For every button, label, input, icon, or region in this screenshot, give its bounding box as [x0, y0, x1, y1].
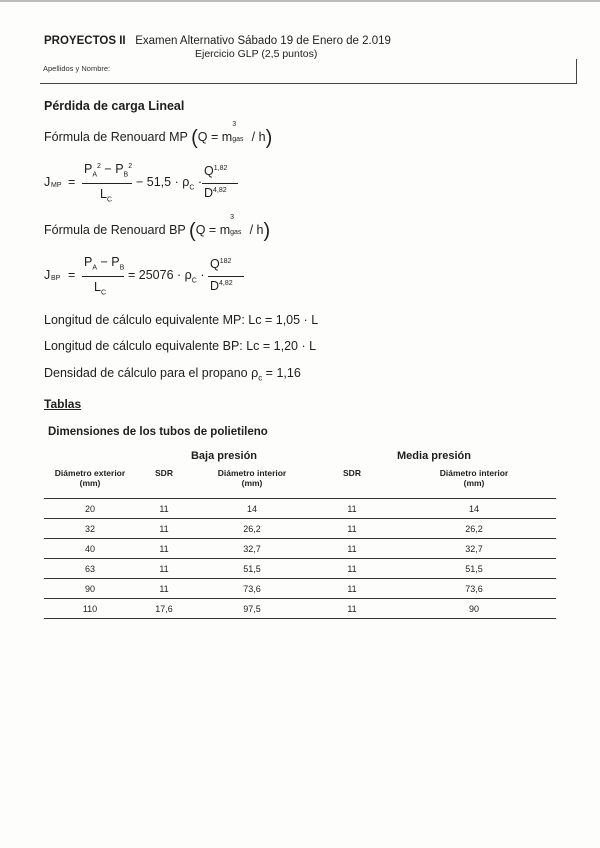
- scan-edge: [0, 0, 600, 2]
- exam-header: [44, 35, 391, 47]
- table-row: [44, 539, 556, 559]
- table-cell: 51,5: [192, 559, 312, 579]
- formula-bp: J BP = $P_A - P_B$ $L_C$ = $25076 \cdot \rho_C$ · $Q^{182}$ D$^{4,82}$: [44, 253, 304, 301]
- table-cell: 63: [44, 559, 136, 579]
- table-cell: 11: [312, 519, 392, 539]
- formula-bp-caption: Fórmula de Renouard BP (Q = m 3 gas / h): [44, 214, 271, 242]
- tablas-heading: Tablas: [44, 397, 82, 411]
- length-bp: Longitud de cálculo equivalente BP: Lc = 1,20 · L: [44, 339, 317, 353]
- table-cell: 14: [192, 499, 312, 519]
- table-cell: 17,6: [136, 599, 192, 619]
- col-inner-diameter-mid: Diámetro interior (mm): [439, 468, 509, 488]
- col-outer-diameter: Diámetro exterior (mm): [54, 468, 126, 488]
- fraction-line: [82, 276, 124, 277]
- name-field[interactable]: [40, 59, 577, 84]
- table-row: [44, 579, 556, 599]
- table-body: [44, 499, 556, 619]
- density-line: Densidad de cálculo para el propano $\rho_c = 1,16$: [44, 366, 301, 383]
- table-cell: 11: [136, 579, 192, 599]
- exam-title: Examen Alternativo Sábado 19 de Enero de 2.019: [135, 35, 391, 47]
- table-cell: 26,2: [392, 519, 556, 539]
- table-row: [44, 559, 556, 579]
- exercise-title: Ejercicio GLP (2,5 puntos): [195, 48, 318, 60]
- table-cell: 40: [44, 539, 136, 559]
- table-cell: 11: [312, 599, 392, 619]
- group-low-pressure: Baja presión: [190, 450, 258, 462]
- table-cell: 32: [44, 519, 136, 539]
- fraction-line: [202, 183, 238, 184]
- table-cell: 32,7: [192, 539, 312, 559]
- table-cell: 11: [312, 559, 392, 579]
- table-cell: 11: [136, 499, 192, 519]
- section-title: Pérdida de carga Lineal: [44, 99, 185, 113]
- table-cell: 26,2: [192, 519, 312, 539]
- table-cell: 11: [136, 559, 192, 579]
- table-caption: Dimensiones de los tubos de polietileno: [48, 426, 268, 438]
- table-cell: 20: [44, 499, 136, 519]
- table-cell: 110: [44, 599, 136, 619]
- col-inner-diameter-low: Diámetro interior (mm): [217, 468, 287, 488]
- table-cell: 32,7: [392, 539, 556, 559]
- pipe-dimensions-table: [44, 450, 556, 619]
- table-cell: 14: [392, 499, 556, 519]
- table-cell: 90: [392, 599, 556, 619]
- table-cell: 11: [312, 499, 392, 519]
- table-cell: 11: [136, 539, 192, 559]
- table-cell: 73,6: [392, 579, 556, 599]
- table-cell: 97,5: [192, 599, 312, 619]
- length-mp: Longitud de cálculo equivalente MP: Lc = 1,05 · L: [44, 313, 319, 327]
- table-row: [44, 519, 556, 539]
- course-title: PROYECTOS II: [44, 35, 126, 47]
- table-cell: 73,6: [192, 579, 312, 599]
- table-cell: 11: [312, 539, 392, 559]
- table-row: [44, 499, 556, 519]
- col-sdr-mid: SDR: [343, 468, 361, 478]
- col-sdr-low: SDR: [155, 468, 173, 478]
- group-mid-pressure: Media presión: [397, 450, 471, 462]
- table-cell: 51,5: [392, 559, 556, 579]
- table-cell: 11: [312, 579, 392, 599]
- table-cell: 90: [44, 579, 136, 599]
- name-label: Apellidos y Nombre:: [43, 64, 111, 73]
- formula-mp: J MP = $P_A^2 - P_B^2$ $L_C$ − $51,5 \cdot \rho_C$ · Q$^{1,82}$ D$^{4,82}$: [44, 160, 304, 208]
- formula-mp-caption: Fórmula de Renouard MP (Q = m 3 gas / h): [44, 121, 273, 149]
- column-header-row: [44, 468, 556, 499]
- group-header-row: [44, 450, 556, 468]
- table-cell: 11: [136, 519, 192, 539]
- fraction-line: [82, 183, 132, 184]
- fraction-line: [208, 276, 244, 277]
- table-row: [44, 599, 556, 619]
